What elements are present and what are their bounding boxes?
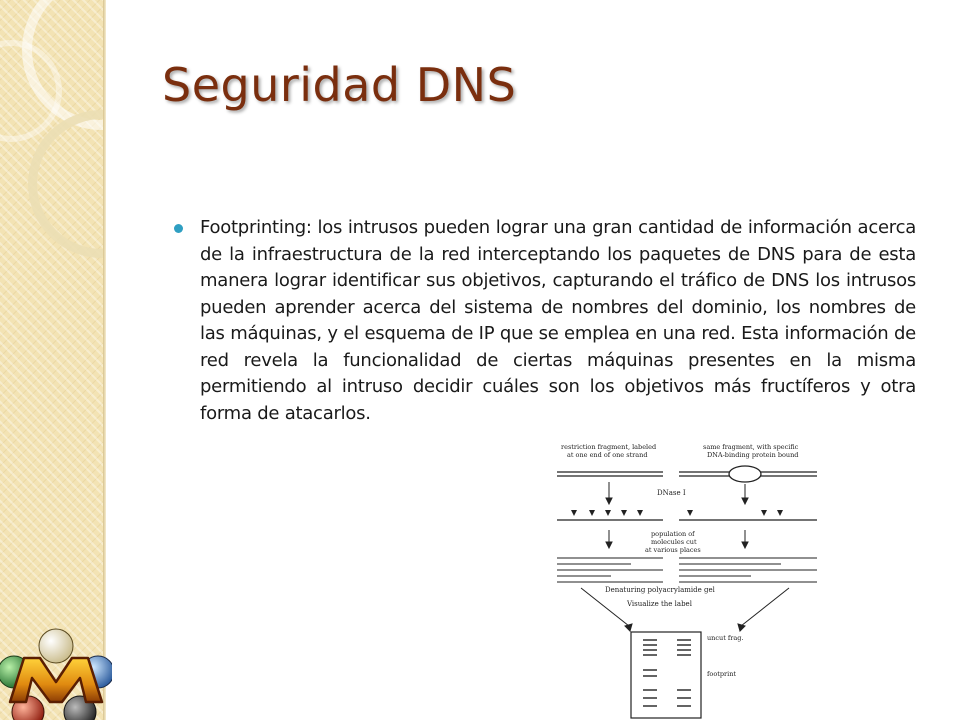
dnase-footprint-diagram (551, 440, 823, 720)
diagram-dnase-label: DNase I (657, 489, 686, 497)
bullet-text: Footprinting: los intrusos pueden lograr una gran cantidad de información acerca de la infraestructura de la red interceptando los paquetes de DNS para de esta manera lograr identificar sus objetivos, capturando el tráfico de DNS los intrusos pueden aprender acerca del sistema de nombres del dominio, los nombres de las máquinas, y el esquema de IP que se emplea en una red. Esta información de red revela la funcionalidad de ciertas máquinas presentes en la misma permitiendo al intruso decidir cuáles son los objetivos más fructíferos y otra forma de atacarlos. (200, 217, 916, 424)
diagram-label-left-top: restriction fragment, labeled (561, 443, 657, 451)
slide-content (174, 215, 916, 427)
diagram-gel-label: Denaturing polyacrylamide gel (605, 586, 715, 594)
decorative-side-band (0, 0, 103, 720)
diagram-population-1: population of (651, 530, 695, 538)
arrows-to-gel (581, 588, 789, 631)
diagram-label-right-bottom: DNA-binding protein bound (707, 451, 799, 459)
bullet-item (174, 215, 916, 427)
bullet-dot-icon (174, 224, 183, 233)
diagram-population-2: molecules cut (651, 538, 697, 546)
diagram-visualize-label: Visualize the label (627, 600, 692, 608)
diagram-uncut-label: uncut frag. (707, 634, 744, 642)
fragment-population-left (557, 558, 663, 582)
fragment-population-right (679, 558, 817, 582)
diagram-population-3: at various places (645, 546, 701, 554)
diagram-label-left-bottom: at one end of one strand (567, 451, 648, 459)
diagram-footprint-label: footprint (707, 670, 736, 678)
diagram-label-right-top: same fragment, with specific (703, 443, 799, 451)
dna-fragment-left (557, 472, 663, 476)
binding-protein-icon (729, 466, 761, 482)
band-edge-divider (103, 0, 106, 720)
magic-logo-icon (0, 628, 112, 720)
cut-arrow-markers (571, 510, 783, 516)
slide-title: Seguridad DNS (162, 58, 517, 112)
